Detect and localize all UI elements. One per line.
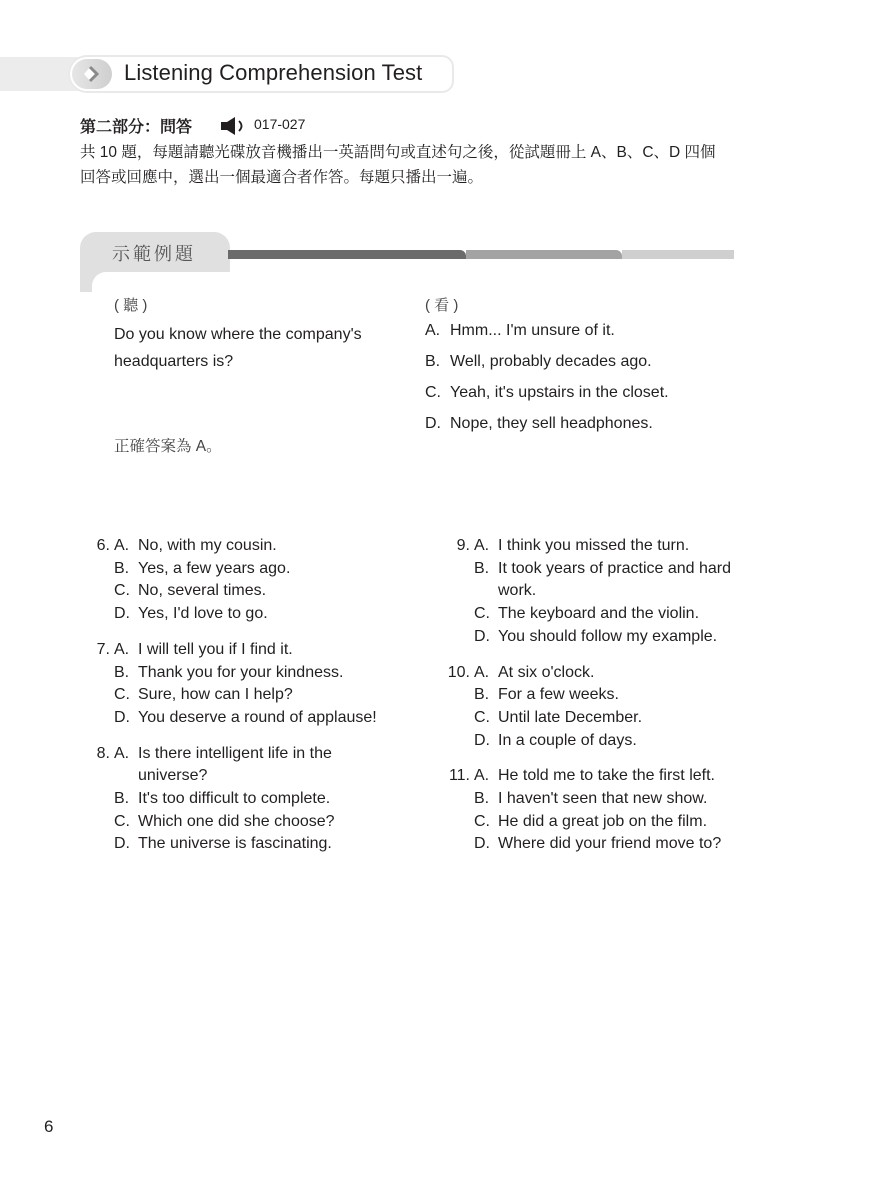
option-letter: D. xyxy=(474,731,490,749)
questions-right-column xyxy=(440,535,760,869)
option-text: Nope, they sell headphones. xyxy=(450,415,653,432)
example-stripe xyxy=(466,250,622,259)
option-letter: C. xyxy=(425,384,441,401)
answer-option xyxy=(80,684,420,707)
question-number: 11. xyxy=(448,767,470,785)
answer-option xyxy=(80,707,420,730)
answer-option xyxy=(80,558,420,581)
example-option xyxy=(425,322,669,353)
answer-option xyxy=(440,603,760,626)
answer-option xyxy=(440,730,760,753)
option-letter: A. xyxy=(474,537,490,554)
option-letter: D. xyxy=(425,415,441,432)
question-7 xyxy=(80,639,420,730)
option-text: You deserve a round of applause! xyxy=(138,708,377,726)
option-letter: C. xyxy=(474,605,490,623)
answer-option xyxy=(440,788,760,811)
option-text: I think you missed the turn. xyxy=(498,537,690,554)
chevron-right-icon xyxy=(72,59,112,89)
instructions-line-1: 共 10 題，每題請聽光碟放音機播出一英語問句或直述句之後，從試題冊上 A、B、C、D 四個 xyxy=(80,144,716,161)
answer-option xyxy=(80,788,420,811)
option-text: I haven't seen that new show. xyxy=(498,790,708,808)
answer-option xyxy=(80,535,420,558)
option-letter: C. xyxy=(114,686,130,704)
option-letter: B. xyxy=(114,663,130,681)
option-letter: C. xyxy=(114,582,130,600)
option-text: At six o'clock. xyxy=(498,663,595,681)
option-text: Yes, I'd love to go. xyxy=(138,605,268,623)
answer-option xyxy=(80,580,420,603)
example-option xyxy=(425,384,669,415)
listen-heading: ( 聽 ) xyxy=(114,297,148,314)
example-stripe xyxy=(622,250,734,259)
option-text: Yeah, it's upstairs in the closet. xyxy=(450,384,669,401)
option-text: He told me to take the first left. xyxy=(498,767,715,785)
answer-option xyxy=(80,833,420,856)
answer-option xyxy=(440,684,760,707)
example-answer-note: 正確答案為 A。 xyxy=(114,438,222,455)
option-letter: A. xyxy=(114,537,130,554)
option-letter: A. xyxy=(425,322,441,339)
answer-option xyxy=(440,707,760,730)
option-letter: A. xyxy=(474,767,490,785)
option-text: Until late December. xyxy=(498,708,643,726)
option-letter: D. xyxy=(474,835,490,853)
questions-left-column xyxy=(80,535,420,869)
option-letter: B. xyxy=(474,559,490,577)
example-stripe xyxy=(228,250,466,259)
option-letter: C. xyxy=(114,812,130,830)
answer-option xyxy=(80,743,420,788)
example-options xyxy=(425,322,669,446)
option-letter: D. xyxy=(474,627,490,645)
page-title: Listening Comprehension Test xyxy=(124,60,423,85)
example-question: Do you know where the company's headquarters is? xyxy=(114,326,362,370)
option-text: Thank you for your kindness. xyxy=(138,663,344,681)
question-number: 7. xyxy=(96,640,110,658)
option-letter: D. xyxy=(114,605,130,623)
option-text: Hmm... I'm unsure of it. xyxy=(450,322,615,339)
question-8 xyxy=(80,743,420,857)
option-letter: A. xyxy=(114,744,130,762)
answer-option xyxy=(440,662,760,685)
answer-option xyxy=(80,662,420,685)
option-text: Well, probably decades ago. xyxy=(450,353,652,370)
question-11 xyxy=(440,765,760,856)
option-letter: D. xyxy=(114,835,130,853)
answer-option xyxy=(440,558,760,603)
option-text: It took years of practice and hard work. xyxy=(498,559,732,600)
example-label: 示範例題 xyxy=(112,244,196,264)
speaker-icon xyxy=(220,117,250,140)
answer-option xyxy=(80,603,420,626)
option-letter: B. xyxy=(425,353,441,370)
answer-option xyxy=(440,833,760,856)
option-text: Which one did she choose? xyxy=(138,812,335,830)
audio-track-number: 017-027 xyxy=(254,116,306,132)
option-text: Where did your friend move to? xyxy=(498,835,722,853)
option-text: I will tell you if I find it. xyxy=(138,640,293,658)
option-letter: B. xyxy=(114,790,130,808)
answer-option xyxy=(80,811,420,834)
question-6 xyxy=(80,535,420,626)
answer-option xyxy=(80,639,420,662)
option-text: For a few weeks. xyxy=(498,686,619,704)
option-text: In a couple of days. xyxy=(498,731,637,749)
option-text: Sure, how can I help? xyxy=(138,686,293,704)
option-letter: A. xyxy=(474,663,490,681)
option-letter: B. xyxy=(474,790,490,808)
question-number: 6. xyxy=(96,537,110,554)
answer-option xyxy=(440,811,760,834)
question-number: 8. xyxy=(96,744,110,762)
option-text: No, several times. xyxy=(138,582,267,600)
answer-option xyxy=(440,626,760,649)
question-9 xyxy=(440,535,760,649)
option-text: Is there intelligent life in the universe? xyxy=(138,744,332,785)
page-number: 6 xyxy=(44,1117,54,1136)
option-text: You should follow my example. xyxy=(498,627,718,645)
question-number: 9. xyxy=(456,537,470,554)
option-text: It's too difficult to complete. xyxy=(138,790,331,808)
option-text: Yes, a few years ago. xyxy=(138,559,291,577)
option-letter: A. xyxy=(114,640,130,658)
question-number: 10. xyxy=(447,663,470,681)
option-letter: D. xyxy=(114,708,130,726)
option-letter: B. xyxy=(474,686,490,704)
instructions xyxy=(80,140,780,190)
option-letter: C. xyxy=(474,708,490,726)
option-letter: C. xyxy=(474,812,490,830)
example-option xyxy=(425,415,669,446)
option-text: The universe is fascinating. xyxy=(138,835,332,853)
option-text: No, with my cousin. xyxy=(138,537,277,554)
section-title: 第二部分：問答 xyxy=(80,119,193,136)
option-letter: B. xyxy=(114,559,130,577)
example-option xyxy=(425,353,669,384)
answer-option xyxy=(440,765,760,788)
option-text: He did a great job on the film. xyxy=(498,812,708,830)
instructions-line-2: 回答或回應中，選出一個最適合者作答。每題只播出一遍。 xyxy=(80,169,484,186)
answer-option xyxy=(440,535,760,558)
look-heading: ( 看 ) xyxy=(425,297,459,314)
option-text: The keyboard and the violin. xyxy=(498,605,700,623)
question-10 xyxy=(440,662,760,753)
